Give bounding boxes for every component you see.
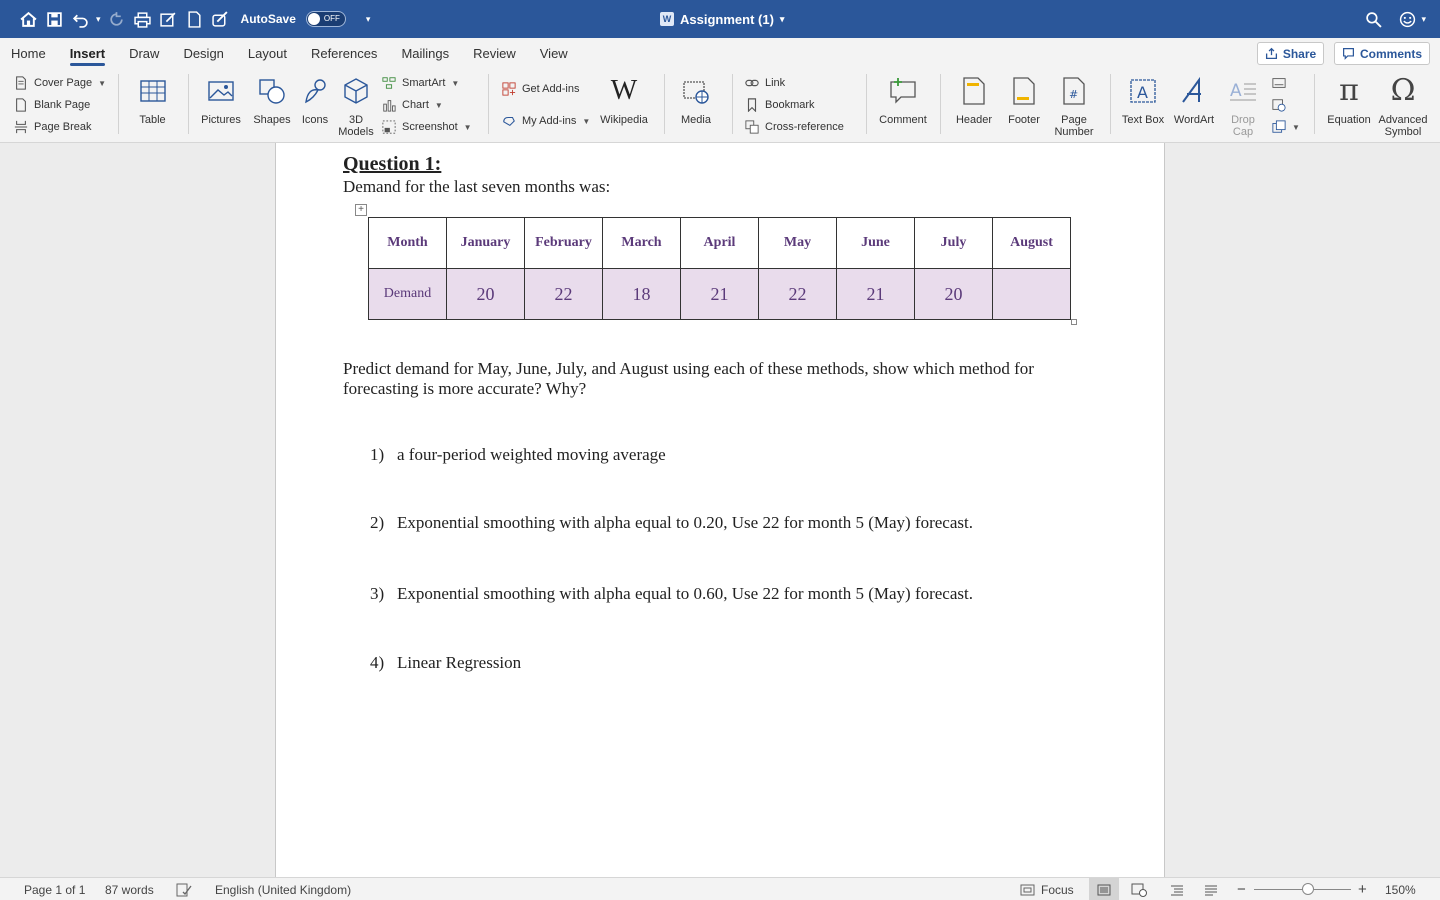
cross-reference-button[interactable]	[745, 118, 844, 136]
equation-button[interactable]	[1324, 74, 1374, 126]
table-label: Table	[139, 114, 166, 126]
media-label: Media	[681, 114, 711, 126]
my-addins-label: My Add-ins	[522, 115, 577, 127]
ribbon-separator	[1110, 74, 1111, 134]
table-cell[interactable]: 18	[603, 269, 681, 320]
bookmark-label: Bookmark	[765, 99, 815, 111]
cover-page-icon	[14, 76, 28, 90]
advanced-symbol-label-1: Advanced	[1378, 114, 1428, 126]
table-cell[interactable]: 21	[837, 269, 915, 320]
link-icon	[745, 76, 759, 90]
autosave-toggle[interactable]	[306, 11, 346, 27]
customize-toolbar-icon[interactable]: ▾	[365, 13, 371, 24]
list-item	[370, 445, 666, 465]
chevron-down-icon: ▼	[463, 122, 472, 132]
demand-table	[368, 217, 1071, 320]
chevron-down-icon: ▼	[1292, 122, 1300, 132]
chevron-down-icon: ▼	[434, 100, 443, 110]
page-break-icon	[14, 120, 28, 134]
text-box-label: Text Box	[1121, 114, 1165, 126]
icons-label: Icons	[301, 114, 329, 126]
edit-form-icon[interactable]	[159, 9, 179, 29]
table-header-row	[369, 218, 1071, 269]
screenshot-icon	[382, 120, 396, 134]
document-title-text: Assignment (1)	[680, 11, 774, 27]
list-item-number: 2)	[370, 513, 385, 532]
new-comment-icon	[886, 74, 920, 108]
table-cell[interactable]	[993, 269, 1071, 320]
table-row	[369, 269, 1071, 320]
advanced-symbol-label-2: Symbol	[1384, 126, 1422, 138]
header-icon	[957, 74, 991, 108]
question-title: Question 1:	[343, 153, 442, 175]
ribbon	[0, 68, 1440, 143]
pi-icon: π	[1339, 73, 1359, 108]
cube-icon	[339, 74, 373, 108]
web-layout-view-icon[interactable]	[1124, 878, 1154, 900]
tab-mailings[interactable]: Mailings	[401, 45, 450, 61]
ribbon-separator	[664, 74, 665, 134]
blank-page-button[interactable]	[14, 96, 90, 114]
pictures-label: Pictures	[201, 114, 241, 126]
tab-layout[interactable]: Layout	[247, 45, 287, 61]
ribbon-tabs-row	[0, 38, 1440, 68]
table-cell[interactable]: 22	[759, 269, 837, 320]
undo-dropdown-icon[interactable]: ▾	[96, 13, 101, 24]
table-button[interactable]	[130, 74, 175, 126]
table-header-cell[interactable]: January	[447, 218, 525, 269]
bookmark-button[interactable]	[745, 96, 815, 114]
drop-cap-icon	[1226, 74, 1260, 108]
header-button[interactable]	[952, 74, 996, 126]
table-header-cell[interactable]: Month	[369, 218, 447, 269]
focus-button[interactable]	[1020, 878, 1074, 900]
cover-page-button[interactable]	[14, 74, 106, 92]
tab-insert[interactable]: Insert	[70, 38, 105, 68]
outline-view-icon[interactable]	[1162, 878, 1192, 900]
share-button[interactable]	[1257, 42, 1324, 65]
link-button[interactable]	[745, 74, 785, 92]
get-addins-label: Get Add-ins	[522, 83, 580, 95]
undo-icon[interactable]	[70, 9, 90, 29]
search-icon[interactable]	[1363, 9, 1383, 29]
table-cell[interactable]: 20	[447, 269, 525, 320]
list-item	[370, 653, 521, 673]
list-item-number: 4)	[370, 653, 385, 672]
autosave-toggle-knob	[308, 13, 320, 25]
table-header-cell[interactable]: February	[525, 218, 603, 269]
drop-cap-button[interactable]	[1222, 74, 1264, 138]
feedback-smiley-icon[interactable]	[1397, 9, 1417, 29]
page-number-button[interactable]	[1052, 74, 1096, 138]
list-item-text: Exponential smoothing with alpha equal to 0.60, Use 22 for month 5 (May) forecast.	[397, 584, 973, 603]
smartart-icon	[382, 76, 396, 90]
track-changes-icon[interactable]	[211, 9, 231, 29]
wordart-label: WordArt	[1173, 114, 1215, 126]
feedback-dropdown-icon[interactable]: ▾	[1421, 13, 1426, 24]
status-bar	[0, 877, 1440, 900]
tab-draw[interactable]: Draw	[129, 45, 160, 61]
shapes-icon	[255, 74, 289, 108]
chart-button[interactable]	[382, 96, 443, 114]
equation-label: Equation	[1327, 114, 1371, 126]
page-break-button[interactable]	[14, 118, 91, 136]
list-item-number: 1)	[370, 445, 385, 464]
tab-review[interactable]: Review	[473, 45, 516, 61]
table-cell[interactable]: 22	[525, 269, 603, 320]
icons-icon	[298, 74, 332, 108]
table-icon	[136, 74, 170, 108]
3d-models-label-1: 3D	[348, 114, 364, 126]
tab-home[interactable]: Home	[11, 45, 46, 61]
header-label: Header	[955, 114, 993, 126]
ribbon-separator	[118, 74, 119, 134]
table-move-handle-icon[interactable]: +	[355, 204, 367, 216]
word-document-icon: W	[660, 12, 674, 26]
svg-text:#: #	[1069, 88, 1079, 101]
focus-label: Focus	[1041, 882, 1074, 897]
document-title[interactable]	[660, 0, 784, 38]
cover-page-label: Cover Page	[34, 77, 93, 89]
3d-models-button[interactable]	[336, 74, 376, 138]
shapes-button[interactable]	[250, 74, 294, 126]
pictures-button[interactable]	[198, 74, 244, 126]
list-item-number: 3)	[370, 584, 385, 603]
tab-view[interactable]: View	[539, 45, 568, 61]
language-indicator[interactable]: English (United Kingdom)	[215, 882, 352, 897]
table-header-cell[interactable]: July	[915, 218, 993, 269]
autosave-label: AutoSave	[240, 12, 296, 26]
blank-page-icon	[14, 98, 28, 112]
new-document-icon[interactable]	[185, 9, 205, 29]
cross-reference-label: Cross-reference	[765, 121, 844, 133]
omega-icon: Ω	[1390, 73, 1416, 108]
table-cell[interactable]: 20	[915, 269, 993, 320]
calendar-clock-icon	[1272, 98, 1286, 112]
signature-line-icon	[1272, 76, 1286, 90]
blank-page-label: Blank Page	[34, 99, 91, 111]
bookmark-icon	[745, 98, 759, 112]
screenshot-label: Screenshot	[402, 121, 458, 133]
page-number-icon	[1057, 74, 1091, 108]
autosave-state: OFF	[323, 14, 340, 23]
focus-icon	[1020, 884, 1035, 896]
table-header-cell[interactable]: June	[837, 218, 915, 269]
get-addins-icon	[502, 82, 516, 96]
drop-cap-label-2: Cap	[1232, 126, 1254, 138]
zoom-slider-handle[interactable]	[1302, 883, 1314, 895]
document-page[interactable]	[275, 143, 1165, 877]
comments-label: Comments	[1359, 46, 1422, 61]
save-icon[interactable]	[44, 9, 64, 29]
icons-button[interactable]	[298, 74, 332, 126]
wikipedia-button[interactable]	[598, 74, 650, 126]
ribbon-separator	[732, 74, 733, 134]
ribbon-separator	[488, 74, 489, 134]
date-time-button[interactable]	[1272, 96, 1286, 114]
page-count[interactable]: Page 1 of 1	[24, 882, 86, 897]
3d-models-label-2: Models	[338, 126, 374, 138]
table-header-cell[interactable]: April	[681, 218, 759, 269]
footer-icon	[1007, 74, 1041, 108]
ribbon-separator	[866, 74, 867, 134]
tab-references[interactable]: References	[310, 45, 378, 61]
comment-bubble-icon	[1342, 47, 1355, 60]
page-number-label-2: Number	[1054, 126, 1094, 138]
draft-view-icon[interactable]	[1196, 878, 1226, 900]
text-box-button[interactable]	[1120, 74, 1166, 126]
redo-icon[interactable]	[107, 9, 127, 29]
media-icon	[679, 74, 713, 108]
table-cell[interactable]: 21	[681, 269, 759, 320]
share-icon	[1265, 47, 1278, 60]
cross-reference-icon	[745, 120, 759, 134]
chevron-down-icon: ▼	[98, 78, 107, 88]
list-item	[370, 513, 973, 533]
page-number-label-1: Page	[1061, 114, 1087, 126]
smartart-button[interactable]	[382, 74, 459, 92]
ribbon-separator	[188, 74, 189, 134]
smartart-label: SmartArt	[402, 77, 446, 89]
page-break-label: Page Break	[34, 121, 92, 133]
wordart-button[interactable]	[1172, 74, 1216, 126]
chart-label: Chart	[402, 99, 429, 111]
table-resize-handle[interactable]	[1071, 319, 1077, 325]
my-addins-icon	[502, 114, 516, 128]
word-count[interactable]: 87 words	[105, 882, 154, 897]
share-label: Share	[1282, 46, 1317, 61]
table-header-cell[interactable]: March	[603, 218, 681, 269]
tab-design[interactable]: Design	[183, 45, 224, 61]
media-button[interactable]	[674, 74, 718, 126]
proofing-icon[interactable]	[176, 878, 192, 900]
object-button[interactable]	[1272, 118, 1300, 136]
screenshot-button[interactable]	[382, 118, 472, 136]
ribbon-separator	[1314, 74, 1315, 134]
get-addins-button[interactable]	[502, 80, 579, 98]
svg-text:A: A	[1230, 81, 1242, 101]
footer-button[interactable]	[1002, 74, 1046, 126]
list-item-text: Linear Regression	[397, 653, 522, 672]
print-icon[interactable]	[133, 9, 153, 29]
list-item	[370, 584, 973, 604]
zoom-level[interactable]: 150%	[1385, 882, 1416, 897]
insert-comment-button[interactable]	[876, 74, 930, 126]
wordart-icon	[1177, 74, 1211, 108]
table-header-cell[interactable]: May	[759, 218, 837, 269]
footer-label: Footer	[1008, 114, 1040, 126]
wikipedia-icon: W	[610, 75, 638, 106]
comment-label: Comment	[879, 114, 927, 126]
table-header-cell[interactable]: August	[993, 218, 1071, 269]
zoom-in-button[interactable]: +	[1358, 881, 1367, 898]
signature-line-button[interactable]	[1272, 74, 1286, 92]
advanced-symbol-button[interactable]	[1376, 74, 1430, 138]
shapes-label: Shapes	[253, 114, 291, 126]
print-layout-view-icon[interactable]	[1089, 878, 1119, 900]
ribbon-separator	[940, 74, 941, 134]
wikipedia-label: Wikipedia	[600, 114, 648, 126]
chevron-down-icon: ▾	[779, 13, 785, 24]
drop-cap-label-1: Drop	[1231, 114, 1255, 126]
home-icon[interactable]	[18, 9, 38, 29]
my-addins-button[interactable]	[502, 112, 590, 130]
list-item-text: Exponential smoothing with alpha equal to 0.20, Use 22 for month 5 (May) forecast.	[397, 513, 973, 532]
chevron-down-icon: ▼	[451, 78, 460, 88]
table-row-label[interactable]: Demand	[369, 269, 447, 320]
bar-chart-icon	[382, 98, 396, 112]
object-icon	[1272, 120, 1286, 134]
question-prompt: Predict demand for May, June, July, and August using each of these methods, show which method for forecasting is more accurate? Why?	[343, 359, 1034, 398]
list-item-text: a four-period weighted moving average	[397, 445, 666, 464]
question-intro: Demand for the last seven months was:	[343, 177, 611, 196]
title-bar	[0, 0, 1440, 38]
chevron-down-icon: ▼	[582, 116, 591, 126]
pictures-icon	[204, 74, 238, 108]
text-box-icon	[1126, 74, 1160, 108]
zoom-out-button[interactable]: −	[1237, 881, 1246, 898]
comments-button[interactable]	[1334, 42, 1430, 65]
svg-text:A: A	[1137, 83, 1148, 102]
link-label: Link	[765, 77, 786, 89]
